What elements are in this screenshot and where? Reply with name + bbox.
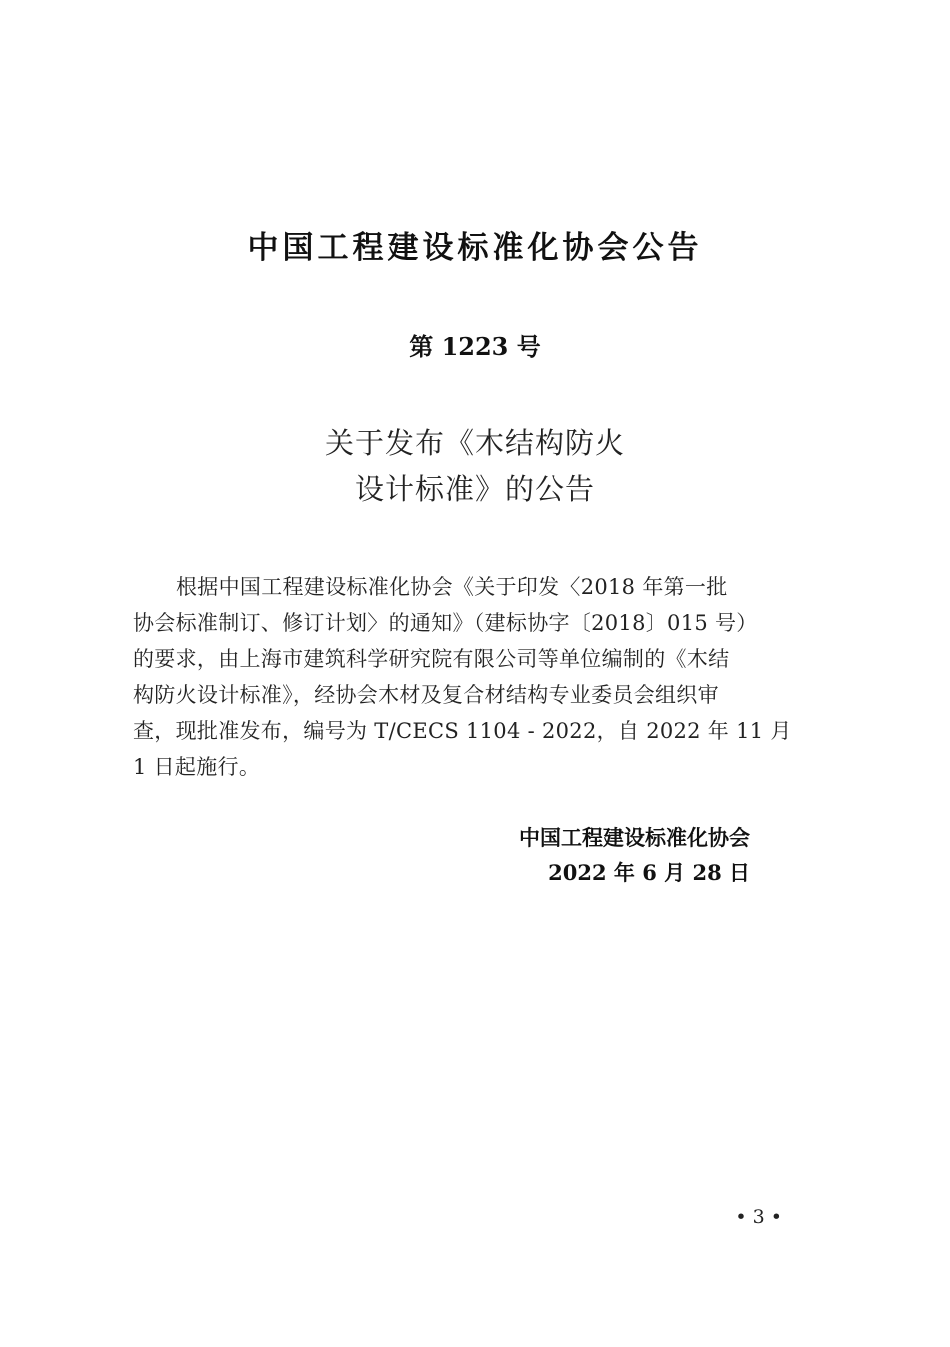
body-text-line-4: 构防火设计标准》，经协会木材及复合材结构专业委员会组织审 — [133, 683, 719, 707]
body-text-line-1: 根据中国工程建设标准化协会《关于印发〈2018 年第一批 — [176, 575, 728, 599]
announcement-number: 第 1223 号 — [409, 332, 541, 361]
body-text-line-3: 的要求，由上海市建筑科学研究院有限公司等单位编制的《木结 — [133, 647, 730, 671]
page-number: • 3 • — [735, 1206, 782, 1228]
announcement-heading: 中国工程建设标准化协会公告 — [247, 230, 703, 266]
body-text-line-6: 1 日起施行。 — [133, 755, 261, 779]
issue-date: 2022 年 6 月 28 日 — [548, 860, 750, 885]
announcement-subtitle-line-1: 关于发布《木结构防火 — [324, 426, 625, 460]
issuer-signature: 中国工程建设标准化协会 — [519, 826, 750, 850]
body-text-line-5: 查，现批准发布，编号为 T/CECS 1104 - 2022，自 2022 年 11 月 — [133, 719, 792, 743]
body-text-line-2: 协会标准制订、修订计划〉的通知》（建标协字〔2018〕015 号） — [133, 611, 758, 635]
announcement-subtitle-line-2: 设计标准》的公告 — [354, 472, 595, 506]
